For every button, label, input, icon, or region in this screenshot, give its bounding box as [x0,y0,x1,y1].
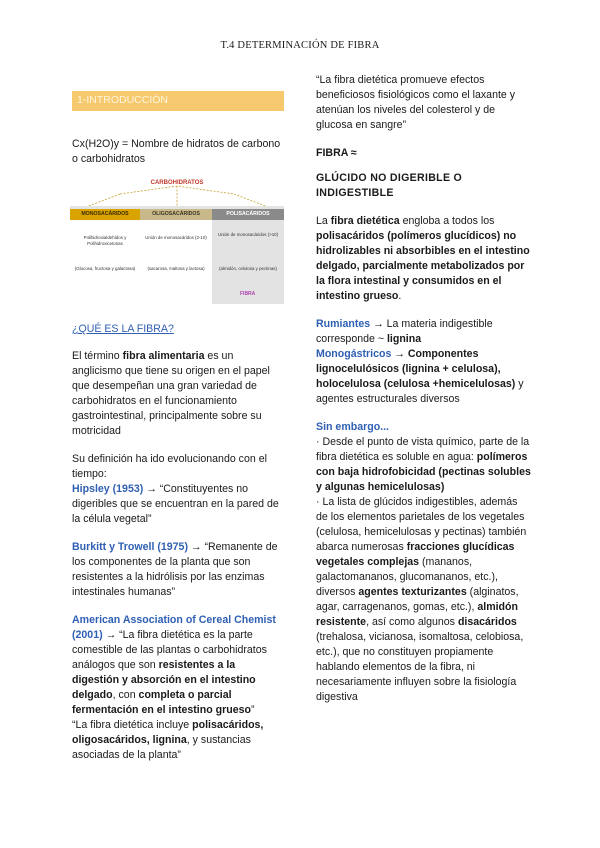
diagram-poli-examples: (almidón, celulosa y pectinas) [219,266,277,271]
diagram-title: CARBOHIDRATOS [150,180,204,186]
burkitt-definition: Burkitt y Trowell (1975) → “Remanente de los componentes de la planta que son resistentes a la hidrólisis por las enzimas intestinales humanas” [72,541,278,598]
engloba-paragraph: La fibra dietética engloba a todos los polisacáridos (polímeros glucídicos) no hidrolizables ni absorbibles en el intestino delgado, parcialmente metabolizados por la flora intestinal y consumidos en el intestino grueso. [316,215,530,302]
carbohydrate-diagram [70,180,284,304]
formula-text: Cx(H2O)y = Nombre de hidratos de carbono o carbohidratos [72,138,281,165]
monogastricos-paragraph: Monogástricos → Componentes lignocelulósicos (lignina + celulosa), holocelulosa (celulosa +hemicelulosas) y agentes estructurales diversos [316,348,524,405]
rumiantes-paragraph: Rumiantes → La materia indigestible corresponde ~ lignina [316,318,493,345]
formula-paragraph [72,137,284,167]
hipsley-definition: Hipsley (1953) → “Constituyentes no digeribles que se encuentran en la pared de la célula vegetal” [72,483,279,525]
que-es-heading-block [72,322,284,337]
document-title: T.4 DETERMINACIÓN DE FIBRA [220,40,380,51]
diagram-mono-examples: (Glucosa, fructosa y galactosa) [74,266,136,271]
que-es-la-fibra-heading: ¿QUÉ ES LA FIBRA? [72,323,174,335]
left-body [72,349,284,763]
rumiantes-term: Rumiantes [316,318,371,330]
diagram-poli-desc: Unión de monosacáridos (>10) [217,232,279,237]
aacc-definition: American Association of Cereal Chemist (2001) → “La fibra dietética es la parte comestible de las plantas o carbohidratos análogos que son resistentes a la digestión y absorción en el intestino delgado, con completa o parcial fermentación en el intestino grueso” [72,614,276,716]
benefits-quote: “La fibra dietética promueve efectos beneficiosos fisiológicos como el laxante y atenúan los niveles del colesterol y de glucosa en sangre” [316,74,516,131]
diagram-head-mono: MONOSACÁRIDOS [81,211,129,217]
intro-heading: 1-INTRODUCCIÓN [77,94,168,106]
sin-embargo-heading: Sin embargo... [316,421,389,433]
right-body [316,73,532,705]
diagram-oligo-examples: (sacarosa, maltosa y lactosa) [147,266,205,271]
fibra-includes-paragraph: “La fibra dietética incluye polisacáridos, oligosacáridos, lignina, y sustancias asociadas de la planta” [72,719,264,761]
indigestible-list-paragraph: · La lista de glúcidos indigestibles, además de los elementos parietales de los vegetales (celulosa, hemicelulosas y pectinas) también abarca numerosas fracciones glucídicas vegetales complejas (mananos, galactomananos, glucomananos, etc.), diversos agentes texturizantes (alginatos, agar, carragenanos, gomas, etc.), almidón resistente, así como algunos disacáridos (trehalosa, vicianosa, isomaltosa, celobiosa, etc.), que no constituyen propiamente hablando elementos de la fibra, ni necesariamente influyen sobre la fisiología digestiva [316,496,527,703]
diagram-head-oligo: OLIGOSACÁRIDOS [152,211,200,217]
fibra-alimentaria-paragraph: El término fibra alimentaria es un anglicismo que tiene su origen en el papel que desempeñan una gran variedad de carbohidratos en el funcionamiento gastrointestinal, principalmente sobre su motricidad [72,350,270,437]
fibra-approx-label: FIBRA ≈ [316,147,357,159]
glucido-heading: GLÚCIDO NO DIGERIBLE O INDIGESTIBLE [316,172,463,199]
diagram-mono-desc: Polihidroxialdehídos y Polihidroxicetonas [83,235,127,246]
diagram-branch-lines [86,186,268,207]
diagram-fibra-label: FIBRA [240,291,256,297]
diagram-oligo-desc: Unión de monosacáridos (2-10) [145,235,207,240]
soluble-fiber-paragraph: · Desde el punto de vista químico, parte de la fibra dietética es soluble en agua: polímeros con baja hidrofobicidad (pectinas solubles y algunas hemicelulosas) [316,436,531,493]
intro-heading-box [72,91,284,111]
diagram-head-poli: POLISACÁRIDOS [226,211,270,217]
definition-intro: Su definición ha ido evolucionando con el tiempo: [72,453,267,480]
hipsley-name: Hipsley (1953) [72,483,144,495]
fibra-alimentaria-term: fibra alimentaria [122,350,205,362]
burkitt-name: Burkitt y Trowell (1975) [72,541,188,553]
monogastricos-term: Monogástricos [316,348,392,360]
aacc-name: American Association of Cereal Chemist (2001) [72,614,276,641]
